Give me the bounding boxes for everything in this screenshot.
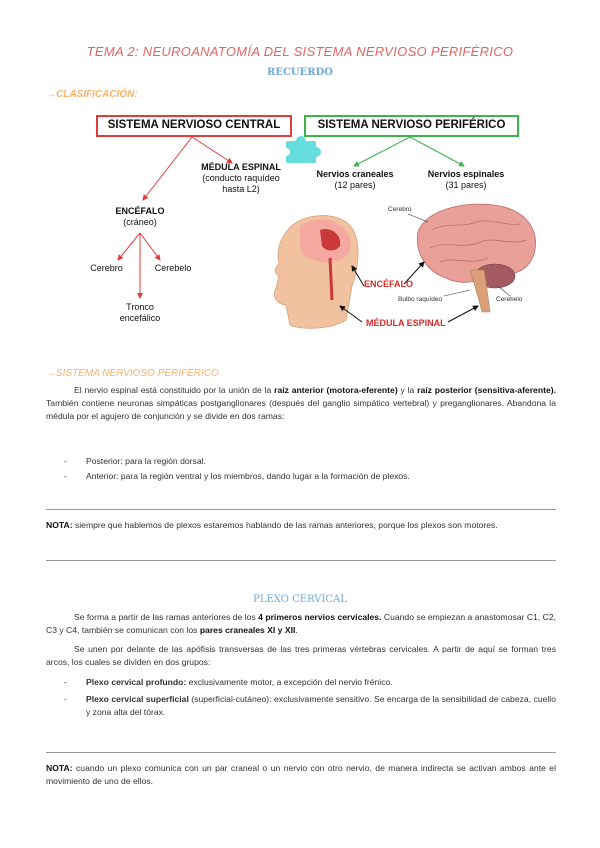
list-item: - Anterior: para la región ventral y los miembros, dando lugar a la formación de plexos.	[64, 471, 410, 481]
classification-heading: →CLASIFICACIÓN:	[46, 89, 138, 100]
nota-1: NOTA: siempre que hablemos de plexos estaremos hablando de las ramas anteriores, porque los plexos son motores.	[46, 520, 498, 530]
brain-cerebelo-label: Cerebelo	[496, 296, 523, 303]
snp-paragraph: El nervio espinal está constituido por la unión de la raíz anterior (motora-eferente) y la raíz posterior (sensitiva-aferente). También contiene neuronas simpáticas postganglionares (después del ganglio simpático vertebral) y preganglionares. Abandona la médula por el agujero de conjunción y se divide en dos ramas:	[46, 385, 556, 422]
page-title: TEMA 2: NEUROANATOMÍA DEL SISTEMA NERVIOSO PERIFÉRICO	[86, 44, 514, 59]
divider	[46, 509, 556, 510]
arrow-snp-espinales	[410, 137, 464, 166]
cerebro-label: Cerebro	[90, 263, 123, 273]
arrow-snp-craneales	[354, 137, 410, 166]
plexo-paragraph-2: Se unen por delante de las apófisis transversas de las tres primeras vértebras cervicales. A partir de aquí se forman tres arcos, los cuales se dividen en dos grupos:	[46, 644, 556, 668]
craneales-label: Nervios craneales (12 pares)	[316, 169, 394, 190]
encefalo-image-label: ENCÉFALO	[364, 279, 414, 289]
snp-heading: →SISTEMA NERVIOSO PERIFÉRICO	[46, 368, 219, 379]
arrow-encefalo-cerebelo	[140, 233, 160, 260]
tronco-label: Tronco encefálico	[119, 302, 161, 323]
bulbo-label: Bulbo raquídeo	[398, 296, 443, 303]
cerebelo-label: Cerebelo	[154, 263, 192, 273]
espinales-label: Nervios espinales (31 pares)	[427, 169, 505, 190]
list-item: - Plexo cervical profundo: exclusivamente motor, a excepción del nervio frénico.	[64, 677, 393, 687]
puzzle-icon	[282, 136, 321, 163]
plexo-paragraph-1: Se forma a partir de las ramas anteriores de los 4 primeros nervios cervicales. Cuando se empiezan a anastomosar C1, C2, C3 y C4, también se comunican con los pares craneales XI y XII.	[46, 612, 556, 636]
arrow-snc-medula	[192, 137, 232, 163]
snp-box: SISTEMA NERVIOSO PERIFÉRICO	[304, 115, 519, 137]
leader-cerebelo	[498, 286, 510, 296]
leader-bulbo	[444, 290, 470, 296]
arrow-snc-encefalo	[143, 137, 192, 200]
medula-image-label: MÉDULA ESPINAL	[366, 318, 446, 328]
plexo-cervical-heading: PLEXO CERVICAL	[253, 594, 347, 605]
snc-box: SISTEMA NERVIOSO CENTRAL	[96, 115, 292, 137]
arrow-medula-brain	[448, 306, 478, 322]
section-subtitle: RECUERDO	[267, 67, 333, 78]
divider	[46, 752, 556, 753]
brain-cerebro-label: Cerebro	[388, 206, 412, 213]
list-item: - Plexo cervical superficial (superficial-cutáneo): exclusivamente sensitivo. Se encarga de la sensibilidad de cabeza, cuello y zona alta del tórax.	[64, 694, 556, 718]
nota-2: NOTA: cuando un plexo comunica con un par craneal o un nervio con otro nervio, de manera indirecta se activan ambos ante el movimiento de uno de ellos.	[46, 763, 556, 787]
divider	[46, 560, 556, 561]
list-item: - Posterior: para la región dorsal.	[64, 456, 206, 466]
encefalo-label: ENCÉFALO (cráneo)	[115, 206, 165, 227]
leader-cerebro	[408, 214, 428, 222]
medula-label: MÉDULA ESPINAL (conducto raquídeo hasta L2)	[201, 162, 281, 194]
head-illustration	[274, 216, 358, 329]
arrow-encefalo-cerebro	[118, 233, 140, 260]
